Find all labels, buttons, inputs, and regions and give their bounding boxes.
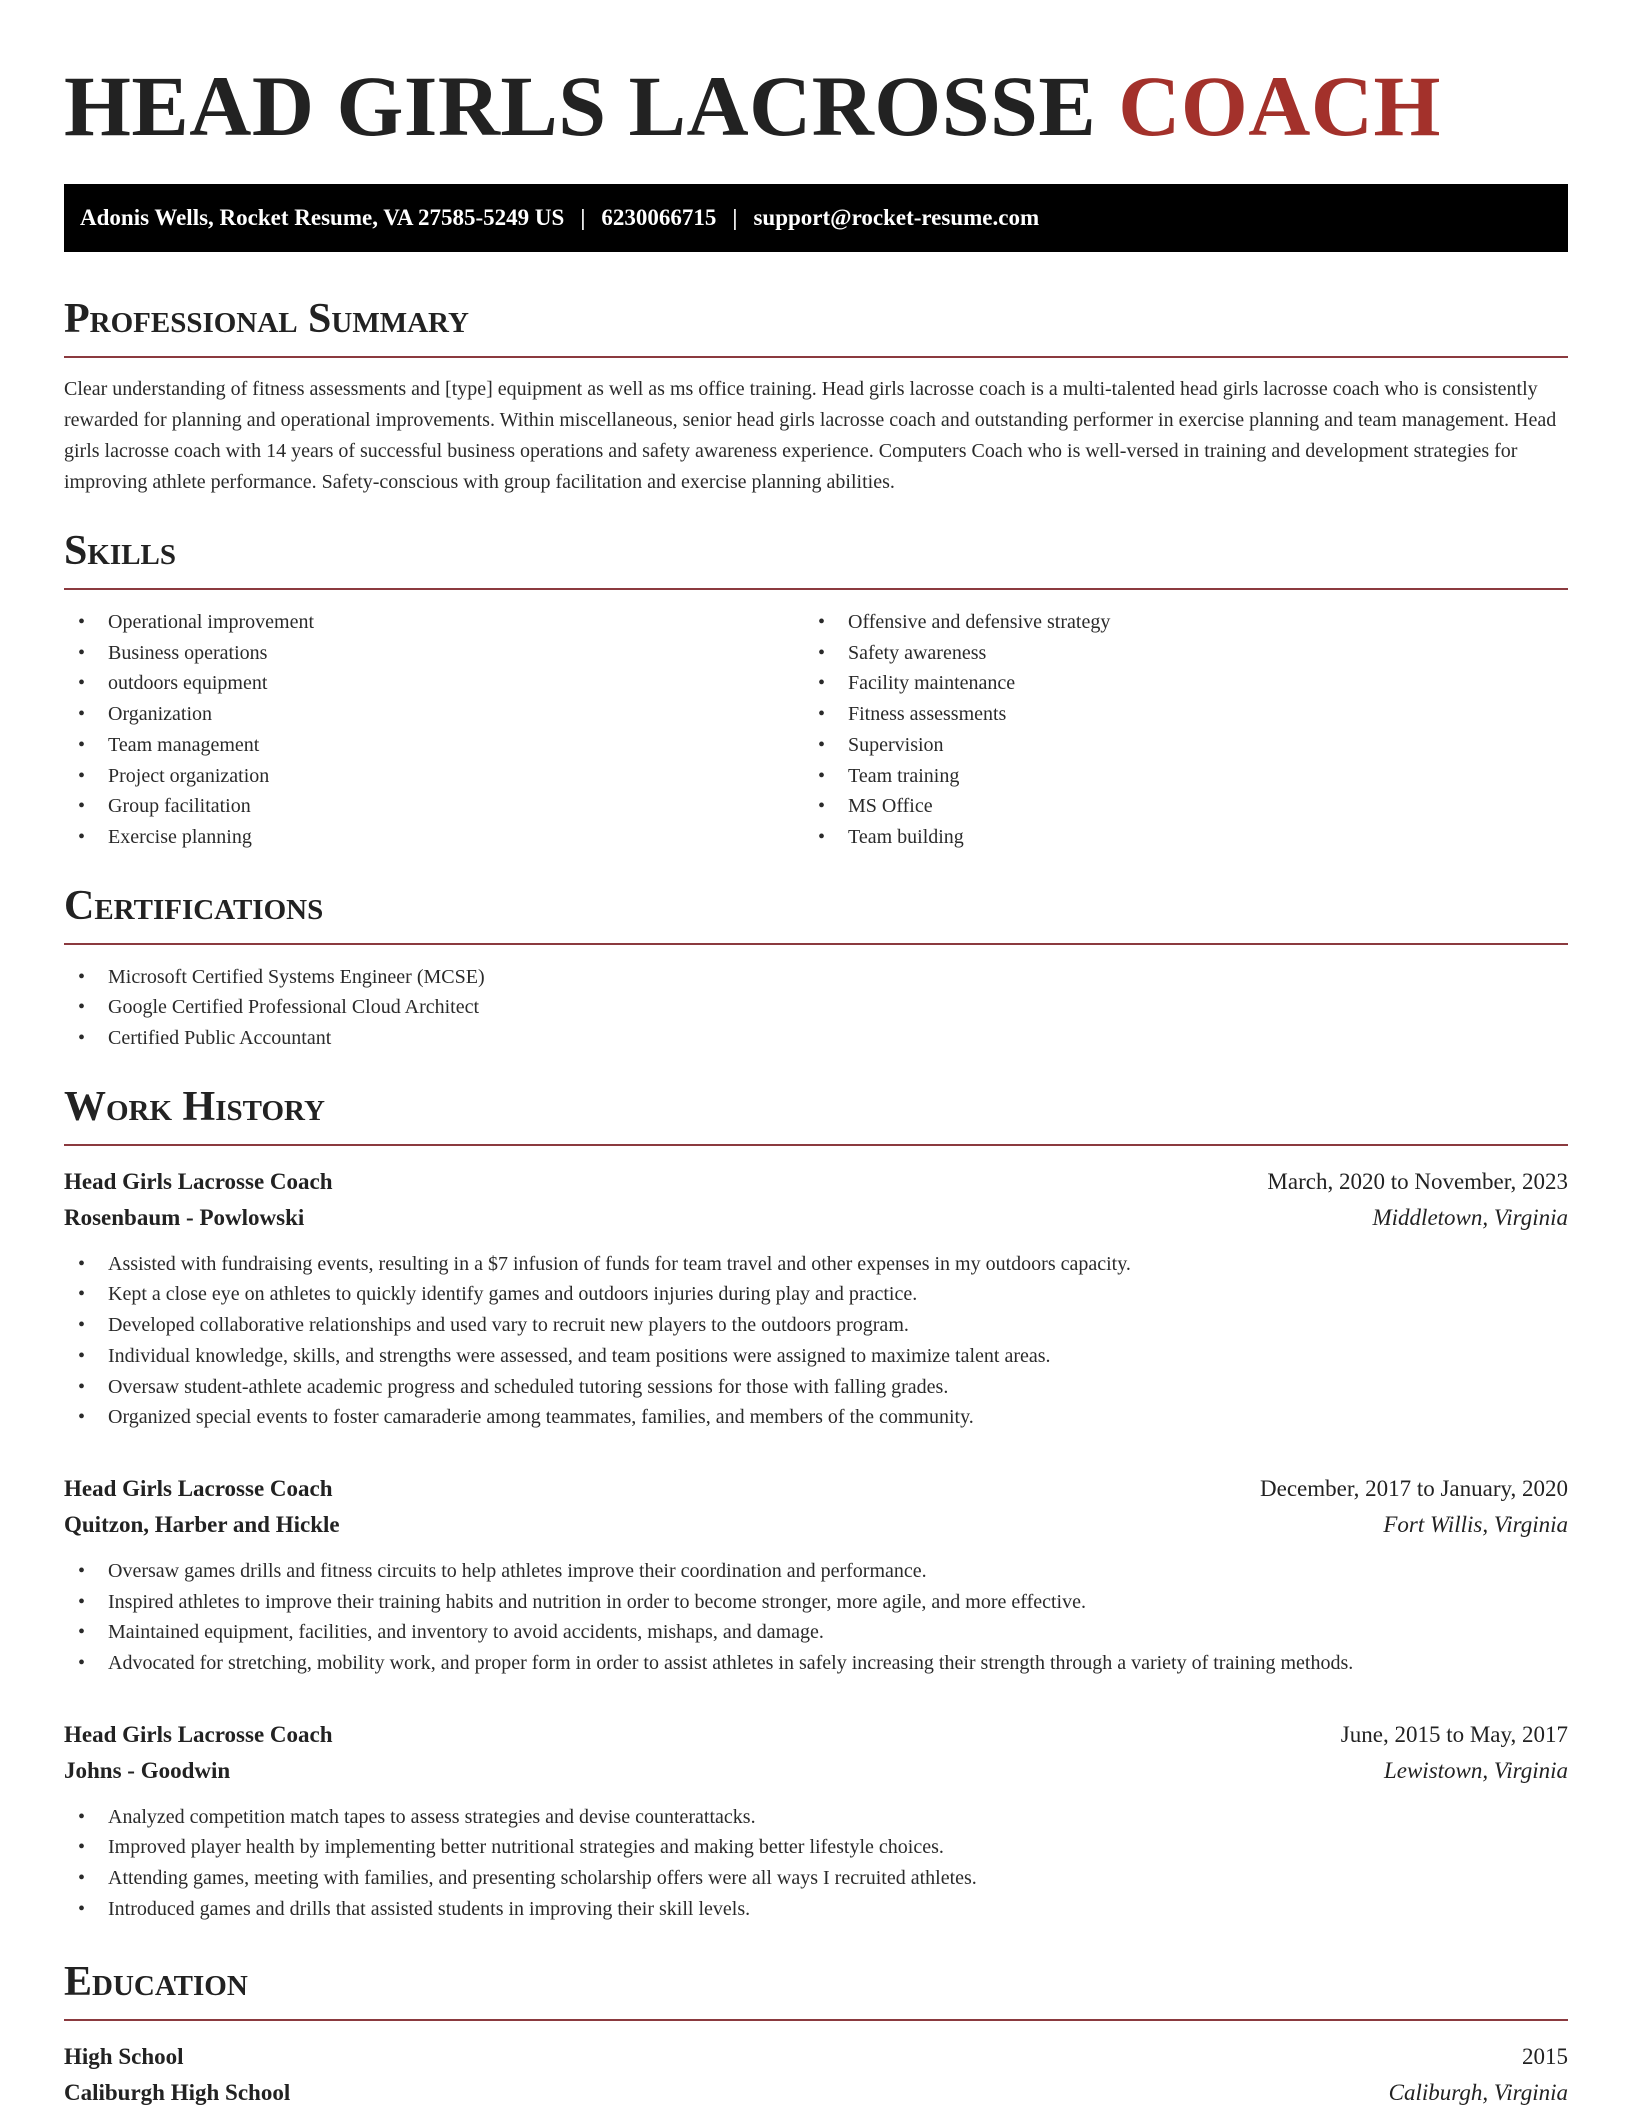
- certification-item: • Microsoft Certified Systems Engineer (MCSE): [64, 962, 1568, 993]
- skills-column-left: [64, 607, 804, 853]
- job-duty: • Assisted with fundraising events, resulting in a $7 infusion of funds for team travel and other expenses in my outdoors capacity.: [64, 1249, 1568, 1280]
- resume-title: [64, 0, 1568, 156]
- skill-item: • Exercise planning: [64, 822, 804, 853]
- skill-item: • Organization: [64, 699, 804, 730]
- job-duty: • Oversaw student-athlete academic progress and scheduled tutoring sessions for those with falling grades.: [64, 1372, 1568, 1403]
- contact-separator: |: [580, 205, 586, 230]
- certification-item: • Certified Public Accountant: [64, 1023, 1568, 1054]
- skill-item: • Supervision: [804, 730, 1544, 761]
- summary-text: Clear understanding of fitness assessments and [type] equipment as well as ms office training. Head girls lacrosse coach is a multi-talented head girls lacrosse coach who is consistently rewarded for planning and operational improvements. Within miscellaneous, senior head girls lacrosse coach and outstanding performer in exercise planning and team management. Head girls lacrosse coach with 14 years of successful business operations and safety awareness experience. Computers Coach who is well-versed in training and development strategies for improving athlete performance. Safety-conscious with group facilitation and exercise planning abilities.: [64, 378, 1557, 493]
- title-main: HEAD GIRLS LACROSSE: [64, 58, 1097, 154]
- education-entry: [64, 2039, 1568, 2111]
- job-duty: • Inspired athletes to improve their training habits and nutrition in order to become stronger, more agile, and more effective.: [64, 1587, 1568, 1618]
- contact-phone: 6230066715: [601, 205, 717, 230]
- skill-item: • Team building: [804, 822, 1544, 853]
- contact-bar: [64, 184, 1568, 252]
- job-company: Johns - Goodwin: [64, 1757, 231, 1783]
- job-duty: • Advocated for stretching, mobility work, and proper form in order to assist athletes in safely increasing their strength through a variety of training methods.: [64, 1648, 1568, 1679]
- job-duty: • Kept a close eye on athletes to quickly identify games and outdoors injuries during play and practice.: [64, 1279, 1568, 1310]
- certifications-list: [64, 962, 1568, 1054]
- certification-item: • Google Certified Professional Cloud Architect: [64, 992, 1568, 1023]
- section-divider: [64, 1144, 1568, 1146]
- job-dates: June, 2015 to May, 2017: [1340, 1721, 1568, 1747]
- job-location: Middletown, Virginia: [1372, 1204, 1568, 1230]
- job-duty: • Introduced games and drills that assisted students in improving their skill levels.: [64, 1894, 1568, 1925]
- job-entry: [64, 1471, 1568, 1679]
- skill-item: • Team training: [804, 761, 1544, 792]
- job-title: Head Girls Lacrosse Coach: [64, 1168, 333, 1194]
- contact-email: support@rocket-resume.com: [753, 205, 1040, 230]
- job-duty: • Attending games, meeting with families, and presenting scholarship offers were all ways I recruited athletes.: [64, 1863, 1568, 1894]
- section-divider: [64, 588, 1568, 590]
- skill-item: • MS Office: [804, 791, 1544, 822]
- job-duty: • Oversaw games drills and fitness circuits to help athletes improve their coordination and performance.: [64, 1556, 1568, 1587]
- education-school: Caliburgh High School: [64, 2079, 291, 2105]
- work-history-heading: Work History: [64, 1083, 325, 1130]
- skills-list: [64, 607, 1568, 853]
- skill-item: • Offensive and defensive strategy: [804, 607, 1544, 638]
- contact-separator: |: [732, 205, 738, 230]
- job-duty: • Organized special events to foster camaraderie among teammates, families, and members of the community.: [64, 1402, 1568, 1433]
- skill-item: • Project organization: [64, 761, 804, 792]
- job-company: Quitzon, Harber and Hickle: [64, 1511, 340, 1537]
- section-divider: [64, 2019, 1568, 2021]
- job-header-row: [64, 1717, 1568, 1753]
- job-duties: [64, 1249, 1568, 1433]
- section-divider: [64, 356, 1568, 358]
- section-divider: [64, 943, 1568, 945]
- skill-item: • Safety awareness: [804, 638, 1544, 669]
- skill-item: • Fitness assessments: [804, 699, 1544, 730]
- job-duty: • Improved player health by implementing better nutritional strategies and making better lifestyle choices.: [64, 1832, 1568, 1863]
- job-header-row: [64, 1471, 1568, 1507]
- job-employer-row: [64, 1753, 1568, 1789]
- job-duties: [64, 1802, 1568, 1925]
- skills-column-right: [804, 607, 1544, 853]
- job-dates: December, 2017 to January, 2020: [1260, 1475, 1568, 1501]
- education-heading: Education: [64, 1958, 248, 2005]
- education-degree: High School: [64, 2043, 184, 2069]
- job-entry: [64, 1717, 1568, 1925]
- skill-item: • outdoors equipment: [64, 668, 804, 699]
- job-dates: March, 2020 to November, 2023: [1267, 1168, 1568, 1194]
- title-accent: COACH: [1118, 58, 1441, 154]
- skill-item: • Group facilitation: [64, 791, 804, 822]
- job-duty: • Individual knowledge, skills, and strengths were assessed, and team positions were assigned to maximize talent areas.: [64, 1341, 1568, 1372]
- job-header-row: [64, 1164, 1568, 1200]
- education-school-row: [64, 2075, 1568, 2111]
- job-employer-row: [64, 1200, 1568, 1236]
- education-year: 2015: [1522, 2043, 1568, 2069]
- job-duty: • Analyzed competition match tapes to assess strategies and devise counterattacks.: [64, 1802, 1568, 1833]
- skill-item: • Operational improvement: [64, 607, 804, 638]
- job-title: Head Girls Lacrosse Coach: [64, 1475, 333, 1501]
- job-location: Fort Willis, Virginia: [1383, 1511, 1568, 1537]
- skill-item: • Team management: [64, 730, 804, 761]
- job-entry: [64, 1164, 1568, 1433]
- job-duty: • Developed collaborative relationships and used vary to recruit new players to the outdoors program.: [64, 1310, 1568, 1341]
- skill-item: • Business operations: [64, 638, 804, 669]
- contact-address: Adonis Wells, Rocket Resume, VA 27585-5249 US: [80, 205, 565, 230]
- job-duties: [64, 1556, 1568, 1679]
- certifications-heading: Certifications: [64, 882, 324, 929]
- job-duty: • Maintained equipment, facilities, and inventory to avoid accidents, mishaps, and damage.: [64, 1617, 1568, 1648]
- education-location: Caliburgh, Virginia: [1388, 2079, 1568, 2105]
- education-degree-row: [64, 2039, 1568, 2075]
- skill-item: • Facility maintenance: [804, 668, 1544, 699]
- job-title: Head Girls Lacrosse Coach: [64, 1721, 333, 1747]
- job-employer-row: [64, 1507, 1568, 1543]
- skills-heading: Skills: [64, 528, 177, 574]
- summary-heading: Professional Summary: [64, 296, 469, 342]
- job-company: Rosenbaum - Powlowski: [64, 1204, 305, 1230]
- job-location: Lewistown, Virginia: [1383, 1757, 1568, 1783]
